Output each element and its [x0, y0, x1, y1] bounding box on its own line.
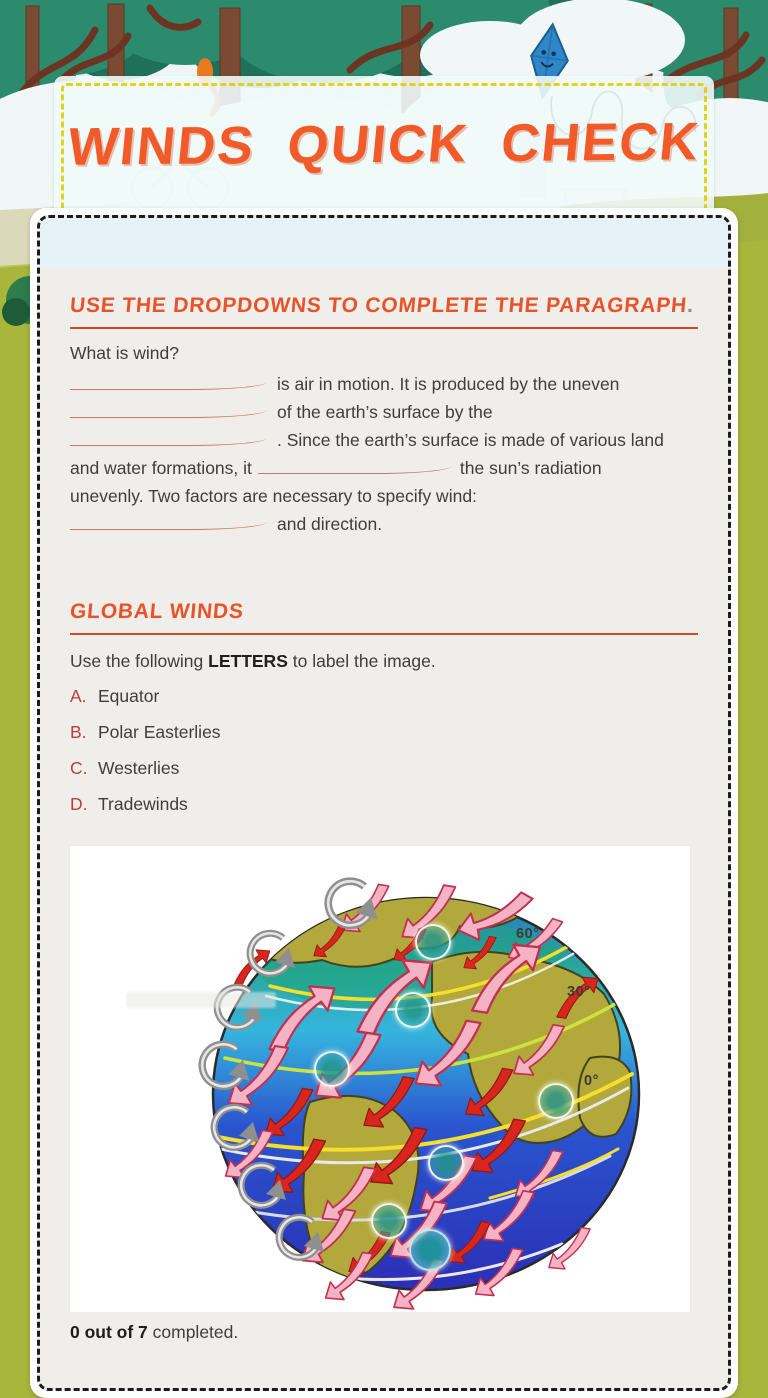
latitude-label: 60°	[516, 926, 540, 942]
paragraph-text: is air in motion. It is produced by the uneven	[277, 374, 620, 394]
paragraph-text: and direction.	[277, 514, 383, 534]
latitude-label: 30°	[567, 984, 591, 1000]
card-top-strip	[40, 218, 728, 268]
letter-option-row	[70, 722, 698, 758]
labeling-instruction: Use the following LETTERS to label the image.	[70, 651, 436, 671]
question-what-is-wind: What is wind?	[70, 343, 179, 363]
letters-bold: LETTERS	[208, 651, 288, 671]
global-winds-image	[70, 846, 690, 1312]
dropdown-blank-2[interactable]	[70, 398, 267, 418]
dropdown-blank-5[interactable]	[70, 510, 267, 530]
cloze-paragraph	[70, 370, 698, 538]
letter-options-list	[70, 686, 698, 830]
latitude-label: 0°	[584, 1073, 599, 1089]
label-drop-zone[interactable]	[409, 1229, 451, 1271]
option-letter: A.	[70, 686, 87, 706]
title-banner	[54, 76, 714, 228]
label-drop-zone[interactable]	[428, 1145, 464, 1181]
section-title-global-winds: GLOBAL WINDS	[70, 600, 698, 635]
option-label: Tradewinds	[98, 794, 188, 814]
letter-option-row	[70, 794, 698, 830]
paragraph-text: unevenly. Two factors are necessary to specify wind:	[70, 486, 477, 506]
label-drop-zone[interactable]	[395, 992, 431, 1028]
option-letter: D.	[70, 794, 88, 814]
section-title-dropdowns: USE THE DROPDOWNS TO COMPLETE THE PARAGRAPH.	[70, 294, 698, 329]
paragraph-text: and water formations, it	[70, 458, 252, 478]
label-drop-zone[interactable]	[314, 1051, 350, 1087]
option-letter: C.	[70, 758, 88, 778]
progress-status: 0 out of 7 completed.	[70, 1322, 239, 1342]
option-letter: B.	[70, 722, 87, 742]
worksheet-card	[30, 208, 738, 1398]
label-drop-zone[interactable]	[415, 924, 451, 960]
paragraph-text: of the earth’s surface by the	[277, 402, 493, 422]
letter-option-row	[70, 686, 698, 722]
worksheet-title: WINDS QUICK CHECK	[65, 112, 703, 177]
dropdown-blank-4[interactable]	[258, 454, 452, 474]
label-drop-zone[interactable]	[371, 1203, 407, 1239]
paragraph-text: the sun’s radiation	[459, 458, 602, 478]
paragraph-text: . Since the earth’s surface is made of various land	[277, 430, 664, 450]
dropdown-blank-1[interactable]	[70, 370, 267, 390]
watermark	[126, 992, 276, 1008]
label-drop-zone[interactable]	[538, 1083, 574, 1119]
letter-option-row	[70, 758, 698, 794]
option-label: Equator	[98, 686, 160, 706]
option-label: Polar Easterlies	[98, 722, 221, 742]
dropdown-blank-3[interactable]	[70, 426, 267, 446]
option-label: Westerlies	[98, 758, 180, 778]
